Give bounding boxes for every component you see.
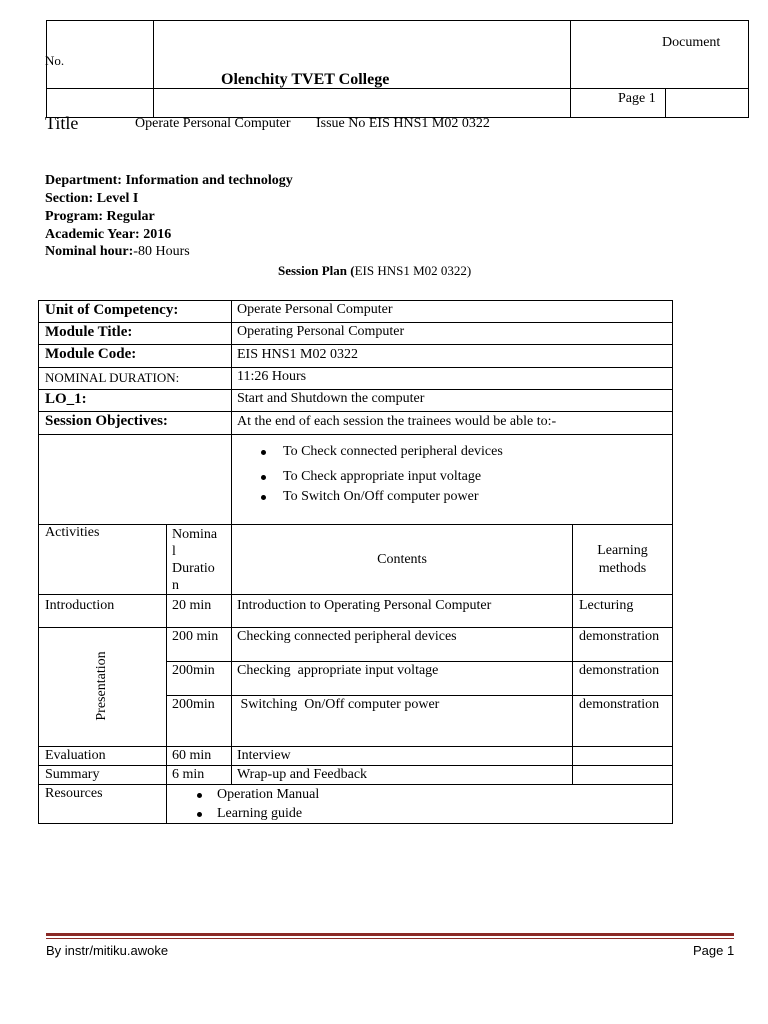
nominal-hour-value: -80 Hours [133, 244, 190, 259]
objective-item: To Check appropriate input voltage [283, 469, 482, 484]
bullet-icon [261, 475, 266, 480]
table-rule [231, 300, 232, 524]
row-method: demonstration [579, 697, 660, 712]
section: Section: Level I [45, 191, 139, 206]
row-content: Switching On/Off computer power [237, 697, 440, 712]
session-plan-close: ) [466, 263, 472, 278]
row-method: demonstration [579, 663, 660, 678]
objective-item: To Check connected peripheral devices [283, 444, 503, 459]
nominal-hour [45, 244, 190, 260]
footer-rule [46, 938, 734, 939]
session-plan-heading [278, 263, 471, 279]
academic-year: Academic Year: 2016 [45, 227, 172, 242]
lo-value: Start and Shutdown the computer [237, 391, 425, 406]
header-divider [47, 88, 748, 89]
col-contents: Contents [377, 552, 427, 567]
row-activity: Summary [45, 767, 100, 782]
module-code-label: Module Code: [45, 346, 137, 362]
program: Program: Regular [45, 209, 155, 224]
resources-label: Resources [45, 786, 103, 801]
row-content: Checking appropriate input voltage [237, 663, 439, 678]
col-learning-methods-line: methods [598, 561, 647, 576]
resource-item: Learning guide [217, 806, 303, 821]
title-label: Title [45, 113, 79, 133]
table-rule [38, 322, 673, 323]
table-rule [38, 524, 673, 525]
objectives-intro: At the end of each session the trainees would be able to:- [237, 414, 557, 429]
module-code-value: EIS HNS1 M02 0322 [237, 347, 358, 362]
row-content: Checking connected peripheral devices [237, 629, 457, 644]
session-plan-code: EIS HNS1 M02 0322 [354, 263, 467, 278]
objectives-label: Session Objectives: [45, 413, 168, 429]
col-learning-methods-line: Learning [597, 543, 648, 558]
row-method: Lecturing [579, 598, 634, 613]
course-title: Operate Personal Computer [135, 116, 291, 131]
row-duration: 20 min [172, 598, 212, 613]
row-content: Interview [237, 748, 291, 763]
col-nominal-duration-line: l [172, 544, 176, 559]
college-name: Olenchity TVET College [221, 71, 390, 88]
row-duration: 200min [172, 663, 215, 678]
table-rule [38, 784, 673, 785]
bullet-icon [261, 450, 266, 455]
duration-label: NOMINAL DURATION: [45, 370, 180, 385]
col-nominal-duration-line: Duratio [172, 561, 215, 576]
footer-author: By instr/mitiku.awoke [46, 943, 169, 958]
table-rule [166, 524, 167, 824]
resource-item: Operation Manual [217, 787, 320, 802]
bullet-icon [261, 495, 266, 500]
footer-page: Page 1 [693, 943, 735, 958]
row-content: Wrap-up and Feedback [237, 767, 368, 782]
col-nominal-duration [172, 526, 217, 594]
table-rule [38, 594, 673, 595]
footer-rule [46, 933, 734, 936]
table-rule [166, 695, 673, 696]
session-plan-label: Session Plan ( [278, 263, 355, 278]
table-rule [38, 765, 673, 766]
row-activity: Evaluation [45, 748, 106, 763]
col-learning-methods [573, 542, 672, 578]
col-nominal-duration-line: Nomina [172, 527, 218, 542]
row-duration: 200 min [172, 629, 219, 644]
header-divider [153, 21, 154, 117]
lo-label: LO_1: [45, 391, 87, 407]
row-activity: Introduction [45, 598, 115, 613]
header-no-label: No. [45, 53, 65, 68]
bullet-icon [197, 793, 202, 798]
table-rule [38, 389, 673, 390]
row-duration: 60 min [172, 748, 212, 763]
table-rule [38, 344, 673, 345]
table-rule [38, 434, 673, 435]
module-title-label: Module Title: [45, 324, 133, 340]
table-rule [166, 661, 673, 662]
header-document-label: Document [662, 35, 721, 50]
row-method: demonstration [579, 629, 660, 644]
unit-value: Operate Personal Computer [237, 302, 393, 317]
table-rule [38, 411, 673, 412]
table-rule [38, 746, 673, 747]
bullet-icon [197, 812, 202, 817]
header-page-label: Page 1 [618, 91, 656, 106]
duration-value: 11:26 Hours [237, 369, 307, 384]
nominal-hour-label: Nominal hour: [45, 244, 134, 259]
row-content: Introduction to Operating Personal Computer [237, 598, 492, 613]
unit-label: Unit of Competency: [45, 302, 179, 318]
presentation-label: Presentation [94, 651, 109, 721]
table-rule [38, 627, 673, 628]
issue-number: Issue No EIS HNS1 M02 0322 [316, 116, 490, 131]
row-duration: 6 min [172, 767, 205, 782]
department: Department: Information and technology [45, 173, 293, 188]
header-divider [665, 88, 666, 117]
objective-item: To Switch On/Off computer power [283, 489, 479, 504]
module-title-value: Operating Personal Computer [237, 324, 405, 339]
col-activities: Activities [45, 525, 100, 540]
row-duration: 200min [172, 697, 215, 712]
header-divider [570, 21, 571, 117]
table-rule [38, 367, 673, 368]
col-nominal-duration-line: n [172, 578, 179, 593]
